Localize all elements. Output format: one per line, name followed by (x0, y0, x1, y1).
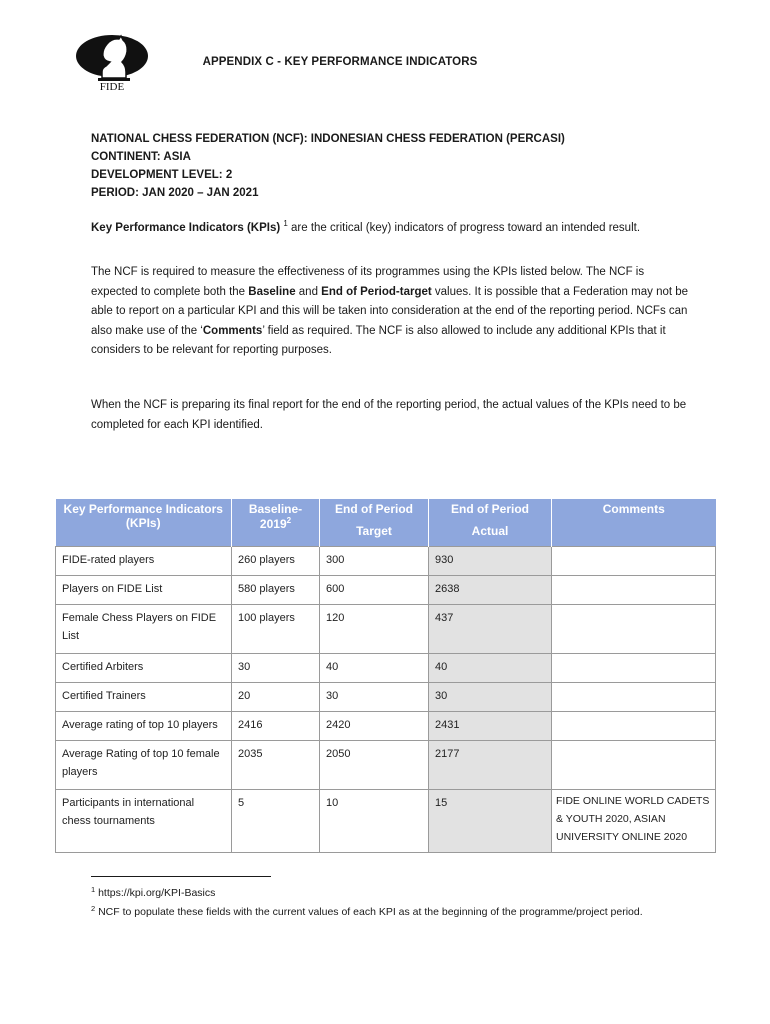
federation-meta (91, 130, 565, 202)
kpi-cell: Participants in international chess tournaments (56, 790, 232, 853)
comment-cell (552, 547, 716, 576)
footnote-divider (91, 876, 271, 877)
kpi-cell: Certified Trainers (56, 683, 232, 712)
baseline-cell: 2416 (232, 712, 320, 741)
footnote-2 (91, 901, 691, 920)
intro-text: are the critical (key) indicators of progress toward an intended result. (287, 222, 641, 234)
actual-cell: 2431 (429, 712, 552, 741)
table-row (56, 683, 716, 712)
comment-cell (552, 683, 716, 712)
baseline-cell: 260 players (232, 547, 320, 576)
footnote-ref-2: 2 (286, 516, 292, 525)
footnote-1-text: https://kpi.org/KPI-Basics (98, 887, 216, 899)
page-title: APPENDIX C - KEY PERFORMANCE INDICATORS (202, 56, 478, 68)
meta-development-level: DEVELOPMENT LEVEL: 2 (91, 169, 233, 181)
target-cell: 10 (320, 790, 429, 853)
footnote-1 (91, 882, 691, 901)
kpi-cell: Players on FIDE List (56, 576, 232, 605)
fide-logo (72, 28, 150, 92)
baseline-cell: 2035 (232, 741, 320, 790)
header-actual (429, 499, 552, 547)
header-kpi (56, 499, 232, 547)
chess-knight-logo-icon (72, 28, 150, 92)
baseline-cell: 100 players (232, 605, 320, 654)
footnote-1-number: 1 (91, 885, 96, 894)
intro-paragraph (91, 214, 691, 239)
footnotes (91, 882, 691, 920)
kpi-cell: FIDE-rated players (56, 547, 232, 576)
table-row (56, 576, 716, 605)
target-cell: 600 (320, 576, 429, 605)
actual-cell: 15 (429, 790, 552, 853)
header-comments-label: Comments (602, 502, 665, 516)
header-target (320, 499, 429, 547)
intro-term: Key Performance Indicators (KPIs) (91, 222, 281, 234)
para2-bold-target: End of Period-target (321, 285, 432, 298)
header-actual-line2: Actual (471, 524, 509, 538)
comment-cell (552, 654, 716, 683)
kpi-cell: Female Chess Players on FIDE List (56, 605, 232, 654)
table-row (56, 712, 716, 741)
table-row (56, 790, 716, 853)
header-baseline (232, 499, 320, 547)
para2-bold-baseline: Baseline (248, 285, 296, 298)
header-comments (552, 499, 716, 547)
target-cell: 30 (320, 683, 429, 712)
comment-cell (552, 741, 716, 790)
baseline-cell: 580 players (232, 576, 320, 605)
meta-continent: CONTINENT: ASIA (91, 151, 191, 163)
header-baseline-label: Baseline-2019 (248, 502, 303, 531)
actual-cell: 30 (429, 683, 552, 712)
comment-cell (552, 712, 716, 741)
logo-text: FIDE (99, 81, 125, 92)
table-row (56, 654, 716, 683)
target-cell: 300 (320, 547, 429, 576)
actual-cell: 437 (429, 605, 552, 654)
para2-text-2: and (295, 285, 322, 298)
table-row (56, 741, 716, 790)
comment-cell (552, 605, 716, 654)
target-cell: 40 (320, 654, 429, 683)
actual-cell: 2638 (429, 576, 552, 605)
target-cell: 2050 (320, 741, 429, 790)
para2-bold-comments: Comments (202, 324, 263, 337)
footnote-2-text: NCF to populate these fields with the current values of each KPI as at the beginning of the programme/project period. (98, 906, 643, 918)
baseline-cell: 5 (232, 790, 320, 853)
kpi-cell: Certified Arbiters (56, 654, 232, 683)
instructions-paragraph (91, 263, 691, 361)
actual-cell: 930 (429, 547, 552, 576)
target-cell: 120 (320, 605, 429, 654)
header-actual-line1: End of Period (451, 502, 529, 516)
para2-text-4: ’ field as required. The NCF is also allowed to include any additional KPIs that it considers to be relevant for reporting purposes. (91, 324, 666, 356)
actual-cell: 2177 (429, 741, 552, 790)
comment-cell: FIDE ONLINE WORLD CADETS & YOUTH 2020, ASIAN UNIVERSITY ONLINE 2020 (552, 790, 716, 853)
para2-text-3: values. It is possible that a Federation may not be able to report on a particular KPI and this will be taken into consideration at the end of the reporting period. NCFs can also make use of the ‘ (91, 285, 689, 337)
header-target-line2: Target (356, 524, 392, 538)
header-kpi-label: Key Performance Indicators (KPIs) (63, 502, 223, 530)
comment-cell (552, 576, 716, 605)
kpi-table (55, 499, 716, 853)
table-row (56, 605, 716, 654)
actual-cell: 40 (429, 654, 552, 683)
header-target-line1: End of Period (335, 502, 413, 516)
baseline-cell: 30 (232, 654, 320, 683)
table-row (56, 547, 716, 576)
kpi-cell: Average Rating of top 10 female players (56, 741, 232, 790)
meta-federation: NATIONAL CHESS FEDERATION (NCF): INDONESIAN CHESS FEDERATION (PERCASI) (91, 133, 565, 145)
baseline-cell: 20 (232, 683, 320, 712)
para2-text-1: The NCF is required to measure the effectiveness of its programmes using the KPIs listed below. The NCF is expected to complete both the (91, 266, 645, 298)
target-cell: 2420 (320, 712, 429, 741)
footnote-ref-1: 1 (283, 219, 288, 228)
kpi-cell: Average rating of top 10 players (56, 712, 232, 741)
final-report-paragraph: When the NCF is preparing its final report for the end of the reporting period, the actual values of the KPIs need to be completed for each KPI identified. (91, 399, 687, 431)
footnote-2-number: 2 (91, 904, 96, 913)
meta-period: PERIOD: JAN 2020 – JAN 2021 (91, 187, 259, 199)
